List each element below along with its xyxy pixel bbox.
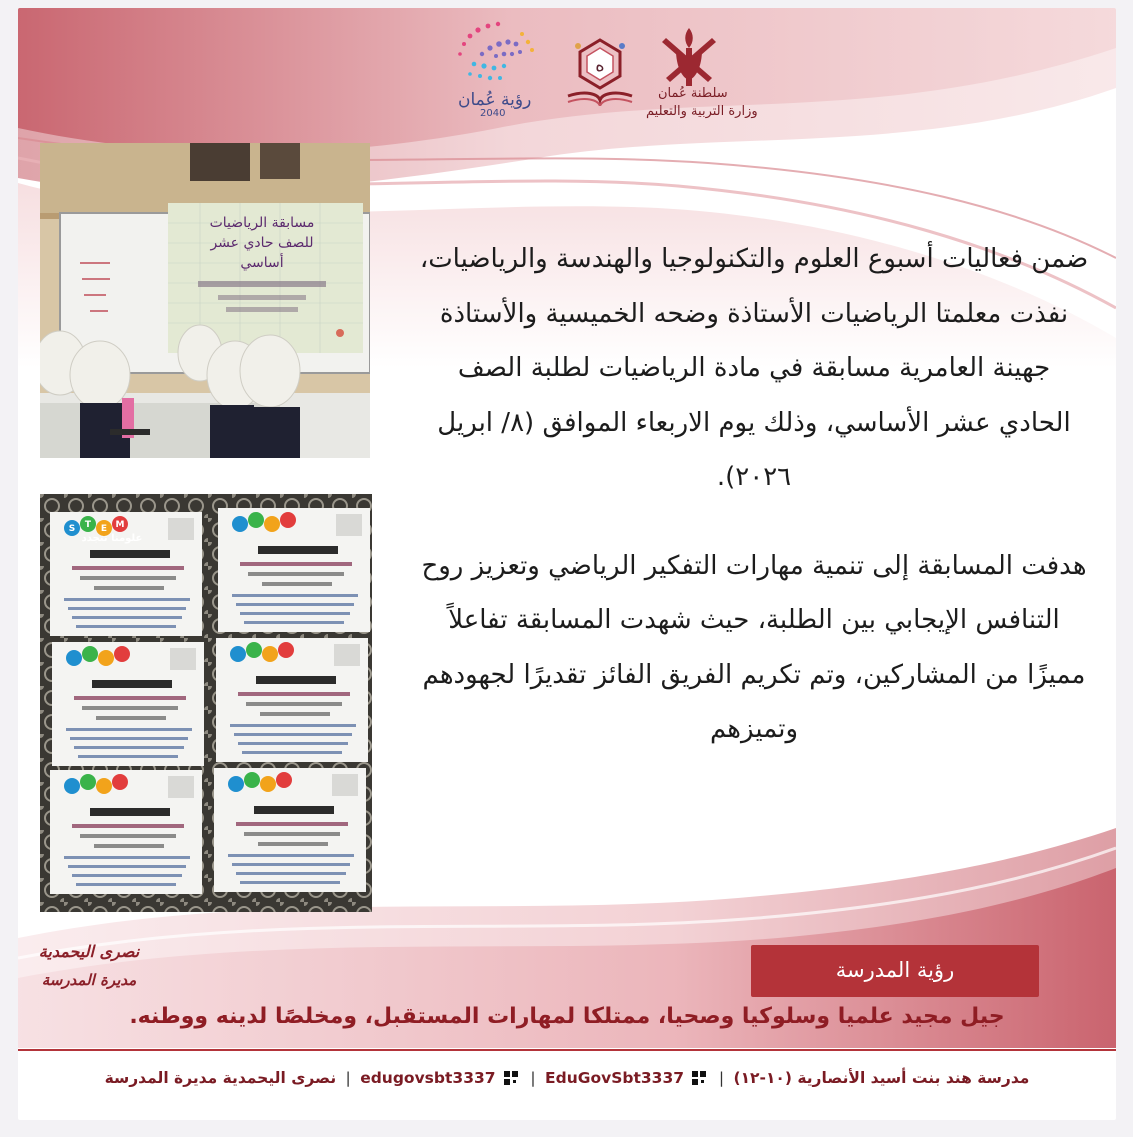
qr-icon bbox=[692, 1071, 706, 1085]
article-paragraph-1: ضمن فعاليات أسبوع العلوم والتكنولوجيا والهندسة والرياضيات، نفذت معلمتا الرياضيات الأستاذة وضحه الخميسية والأستاذة جهينة العامرية مسابقة في مادة الرياضيات لطلبة الصف الحادي عشر الأساسي، وذلك يوم الاربعاء الموافق (٨/ ابريل ٢٠٢٦). bbox=[419, 244, 1089, 492]
school-logo bbox=[558, 36, 642, 106]
svg-text:ه: ه bbox=[595, 55, 605, 76]
principal-name: نصرى اليحمدية bbox=[38, 942, 140, 961]
footer-separator: | bbox=[530, 1068, 536, 1087]
vision-logo-year: 2040 bbox=[480, 108, 506, 119]
slide-title-line2: للصف حادي عشر bbox=[210, 235, 314, 251]
footer-divider bbox=[18, 1049, 1116, 1051]
footer-separator: | bbox=[345, 1068, 351, 1087]
school-vision-statement: جيل مجيد علميا وسلوكيا وصحيا، ممتلكا لمهارات المستقبل، ومخلصًا لدينه ووطنه. bbox=[129, 1004, 1005, 1029]
slide-title-line1: مسابقة الرياضيات bbox=[209, 215, 315, 231]
vision-logo-title: رؤية عُمان bbox=[458, 90, 532, 110]
poster bbox=[18, 8, 1116, 1120]
ministry-name-line2: وزارة التربية والتعليم bbox=[646, 104, 758, 119]
qr-icon bbox=[504, 1071, 518, 1085]
article-paragraph-2: هدفت المسابقة إلى تنمية مهارات التفكير الرياضي وتعزيز روح التنافس الإيجابي بين الطلبة، حيث شهدت المسابقة تفاعلاً مميزًا من المشاركين، وتم تكريم الفريق الفائز تقديرًا لجهودهم وتميزهم bbox=[421, 550, 1087, 744]
footer-handle-1: EduGovSbt3337 bbox=[545, 1068, 685, 1087]
certificates-photo bbox=[40, 494, 372, 912]
stem-letter-m: M bbox=[115, 520, 125, 530]
footer bbox=[18, 1068, 1116, 1087]
principal-signature bbox=[34, 938, 144, 994]
cert-slogan: علومنا تتجدد bbox=[81, 533, 143, 544]
footer-handle-2: edugovsbt3337 bbox=[360, 1068, 496, 1087]
school-vision-label: رؤية المدرسة bbox=[751, 945, 1039, 997]
stem-letter-e: E bbox=[100, 524, 108, 534]
slide-title-line3: أساسي bbox=[240, 255, 284, 271]
classroom-photo bbox=[40, 143, 370, 458]
ministry-name-line1: سلطنة عُمان bbox=[658, 86, 728, 101]
article-body bbox=[418, 232, 1090, 757]
principal-role: مديرة المدرسة bbox=[41, 971, 137, 989]
footer-principal: نصرى اليحمدية مديرة المدرسة bbox=[104, 1068, 337, 1087]
stem-letter-s: S bbox=[68, 524, 76, 534]
stem-letter-t: T bbox=[84, 520, 92, 530]
footer-separator: | bbox=[718, 1068, 725, 1087]
footer-school-name: مدرسة هند بنت أسيد الأنصارية (١٠-١٢) bbox=[733, 1068, 1030, 1087]
